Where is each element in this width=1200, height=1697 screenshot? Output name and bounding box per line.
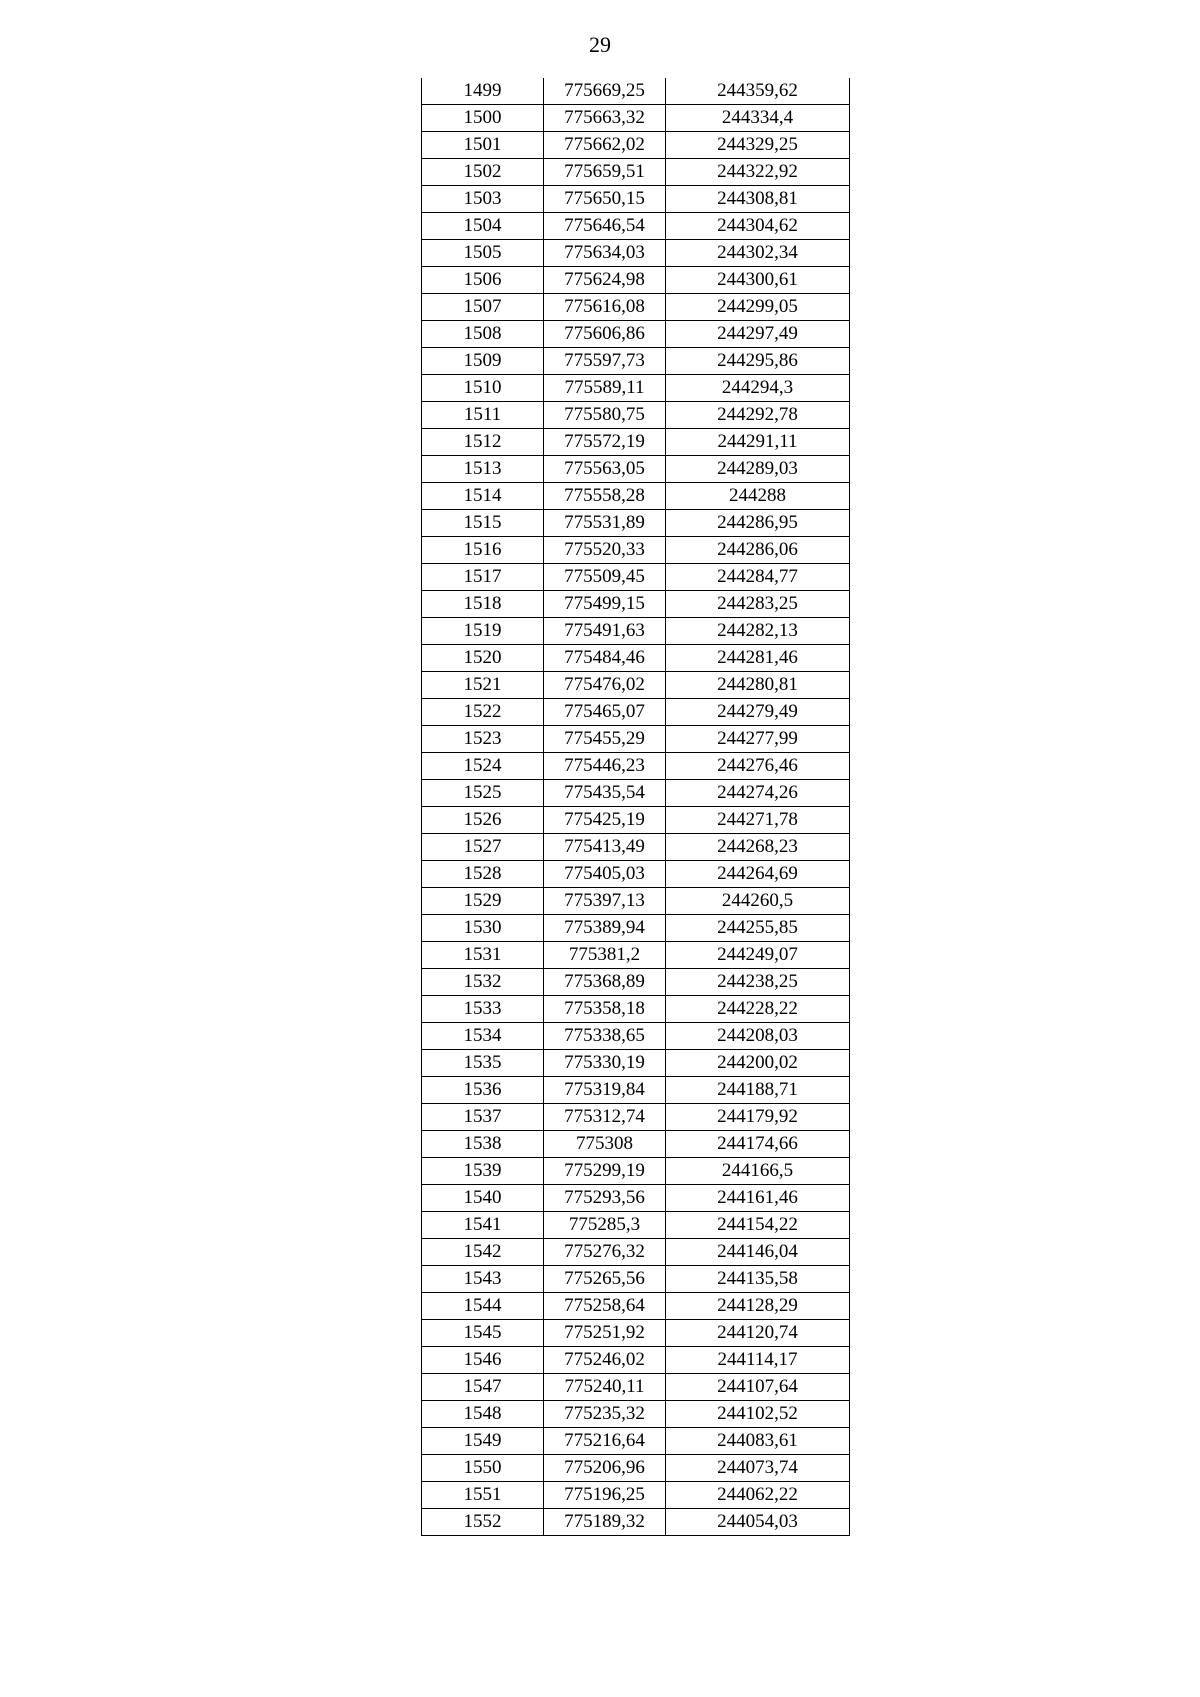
point-number-cell: 1525 <box>422 780 544 807</box>
x-coordinate-cell: 775206,96 <box>544 1455 666 1482</box>
y-coordinate-cell: 244114,17 <box>666 1347 850 1374</box>
y-coordinate-cell: 244308,81 <box>666 186 850 213</box>
table-row <box>422 807 850 834</box>
y-coordinate-cell: 244255,85 <box>666 915 850 942</box>
table-row <box>422 294 850 321</box>
point-number-cell: 1535 <box>422 1050 544 1077</box>
table-row <box>422 726 850 753</box>
y-coordinate-cell: 244288 <box>666 483 850 510</box>
x-coordinate-cell: 775563,05 <box>544 456 666 483</box>
table-row <box>422 672 850 699</box>
table-row <box>422 537 850 564</box>
y-coordinate-cell: 244120,74 <box>666 1320 850 1347</box>
point-number-cell: 1546 <box>422 1347 544 1374</box>
point-number-cell: 1527 <box>422 834 544 861</box>
x-coordinate-cell: 775491,63 <box>544 618 666 645</box>
point-number-cell: 1516 <box>422 537 544 564</box>
table-row <box>422 1104 850 1131</box>
coordinates-table-body <box>422 78 850 1536</box>
point-number-cell: 1518 <box>422 591 544 618</box>
table-row <box>422 1401 850 1428</box>
point-number-cell: 1533 <box>422 996 544 1023</box>
x-coordinate-cell: 775308 <box>544 1131 666 1158</box>
table-row <box>422 1077 850 1104</box>
y-coordinate-cell: 244322,92 <box>666 159 850 186</box>
table-row <box>422 645 850 672</box>
point-number-cell: 1499 <box>422 78 544 105</box>
x-coordinate-cell: 775240,11 <box>544 1374 666 1401</box>
y-coordinate-cell: 244107,64 <box>666 1374 850 1401</box>
y-coordinate-cell: 244274,26 <box>666 780 850 807</box>
table-row <box>422 699 850 726</box>
table-row <box>422 861 850 888</box>
point-number-cell: 1523 <box>422 726 544 753</box>
y-coordinate-cell: 244128,29 <box>666 1293 850 1320</box>
y-coordinate-cell: 244271,78 <box>666 807 850 834</box>
point-number-cell: 1526 <box>422 807 544 834</box>
table-row <box>422 402 850 429</box>
table-row <box>422 1185 850 1212</box>
y-coordinate-cell: 244154,22 <box>666 1212 850 1239</box>
y-coordinate-cell: 244260,5 <box>666 888 850 915</box>
x-coordinate-cell: 775246,02 <box>544 1347 666 1374</box>
x-coordinate-cell: 775509,45 <box>544 564 666 591</box>
y-coordinate-cell: 244359,62 <box>666 78 850 105</box>
x-coordinate-cell: 775397,13 <box>544 888 666 915</box>
point-number-cell: 1545 <box>422 1320 544 1347</box>
point-number-cell: 1514 <box>422 483 544 510</box>
x-coordinate-cell: 775265,56 <box>544 1266 666 1293</box>
y-coordinate-cell: 244208,03 <box>666 1023 850 1050</box>
x-coordinate-cell: 775368,89 <box>544 969 666 996</box>
y-coordinate-cell: 244286,95 <box>666 510 850 537</box>
x-coordinate-cell: 775285,3 <box>544 1212 666 1239</box>
y-coordinate-cell: 244295,86 <box>666 348 850 375</box>
x-coordinate-cell: 775435,54 <box>544 780 666 807</box>
point-number-cell: 1550 <box>422 1455 544 1482</box>
y-coordinate-cell: 244302,34 <box>666 240 850 267</box>
table-row <box>422 1455 850 1482</box>
y-coordinate-cell: 244188,71 <box>666 1077 850 1104</box>
y-coordinate-cell: 244146,04 <box>666 1239 850 1266</box>
point-number-cell: 1520 <box>422 645 544 672</box>
y-coordinate-cell: 244289,03 <box>666 456 850 483</box>
x-coordinate-cell: 775589,11 <box>544 375 666 402</box>
x-coordinate-cell: 775662,02 <box>544 132 666 159</box>
table-row <box>422 1239 850 1266</box>
table-row <box>422 483 850 510</box>
point-number-cell: 1531 <box>422 942 544 969</box>
y-coordinate-cell: 244294,3 <box>666 375 850 402</box>
point-number-cell: 1503 <box>422 186 544 213</box>
table-row <box>422 780 850 807</box>
x-coordinate-cell: 775650,15 <box>544 186 666 213</box>
point-number-cell: 1515 <box>422 510 544 537</box>
table-row <box>422 429 850 456</box>
point-number-cell: 1530 <box>422 915 544 942</box>
y-coordinate-cell: 244062,22 <box>666 1482 850 1509</box>
x-coordinate-cell: 775446,23 <box>544 753 666 780</box>
point-number-cell: 1524 <box>422 753 544 780</box>
y-coordinate-cell: 244073,74 <box>666 1455 850 1482</box>
x-coordinate-cell: 775312,74 <box>544 1104 666 1131</box>
y-coordinate-cell: 244174,66 <box>666 1131 850 1158</box>
x-coordinate-cell: 775413,49 <box>544 834 666 861</box>
point-number-cell: 1539 <box>422 1158 544 1185</box>
table-row <box>422 996 850 1023</box>
point-number-cell: 1536 <box>422 1077 544 1104</box>
point-number-cell: 1519 <box>422 618 544 645</box>
point-number-cell: 1512 <box>422 429 544 456</box>
x-coordinate-cell: 775580,75 <box>544 402 666 429</box>
point-number-cell: 1502 <box>422 159 544 186</box>
table-row <box>422 1212 850 1239</box>
y-coordinate-cell: 244166,5 <box>666 1158 850 1185</box>
table-row <box>422 186 850 213</box>
x-coordinate-cell: 775189,32 <box>544 1509 666 1536</box>
x-coordinate-cell: 775358,18 <box>544 996 666 1023</box>
table-row <box>422 348 850 375</box>
table-row <box>422 1509 850 1536</box>
point-number-cell: 1532 <box>422 969 544 996</box>
y-coordinate-cell: 244228,22 <box>666 996 850 1023</box>
table-row <box>422 753 850 780</box>
y-coordinate-cell: 244277,99 <box>666 726 850 753</box>
y-coordinate-cell: 244161,46 <box>666 1185 850 1212</box>
y-coordinate-cell: 244304,62 <box>666 213 850 240</box>
point-number-cell: 1541 <box>422 1212 544 1239</box>
x-coordinate-cell: 775646,54 <box>544 213 666 240</box>
table-row <box>422 1347 850 1374</box>
point-number-cell: 1537 <box>422 1104 544 1131</box>
table-row <box>422 1158 850 1185</box>
table-row <box>422 618 850 645</box>
x-coordinate-cell: 775616,08 <box>544 294 666 321</box>
table-row <box>422 915 850 942</box>
point-number-cell: 1542 <box>422 1239 544 1266</box>
point-number-cell: 1510 <box>422 375 544 402</box>
point-number-cell: 1544 <box>422 1293 544 1320</box>
point-number-cell: 1513 <box>422 456 544 483</box>
table-row <box>422 1050 850 1077</box>
point-number-cell: 1549 <box>422 1428 544 1455</box>
x-coordinate-cell: 775572,19 <box>544 429 666 456</box>
x-coordinate-cell: 775251,92 <box>544 1320 666 1347</box>
x-coordinate-cell: 775425,19 <box>544 807 666 834</box>
x-coordinate-cell: 775319,84 <box>544 1077 666 1104</box>
point-number-cell: 1505 <box>422 240 544 267</box>
x-coordinate-cell: 775531,89 <box>544 510 666 537</box>
y-coordinate-cell: 244083,61 <box>666 1428 850 1455</box>
y-coordinate-cell: 244179,92 <box>666 1104 850 1131</box>
y-coordinate-cell: 244284,77 <box>666 564 850 591</box>
y-coordinate-cell: 244282,13 <box>666 618 850 645</box>
table-row <box>422 132 850 159</box>
table-row <box>422 1374 850 1401</box>
point-number-cell: 1522 <box>422 699 544 726</box>
coordinates-table <box>421 78 850 1536</box>
table-row <box>422 213 850 240</box>
x-coordinate-cell: 775520,33 <box>544 537 666 564</box>
y-coordinate-cell: 244299,05 <box>666 294 850 321</box>
y-coordinate-cell: 244292,78 <box>666 402 850 429</box>
point-number-cell: 1517 <box>422 564 544 591</box>
y-coordinate-cell: 244054,03 <box>666 1509 850 1536</box>
x-coordinate-cell: 775597,73 <box>544 348 666 375</box>
x-coordinate-cell: 775405,03 <box>544 861 666 888</box>
y-coordinate-cell: 244329,25 <box>666 132 850 159</box>
point-number-cell: 1543 <box>422 1266 544 1293</box>
x-coordinate-cell: 775455,29 <box>544 726 666 753</box>
table-row <box>422 591 850 618</box>
x-coordinate-cell: 775196,25 <box>544 1482 666 1509</box>
point-number-cell: 1547 <box>422 1374 544 1401</box>
x-coordinate-cell: 775330,19 <box>544 1050 666 1077</box>
x-coordinate-cell: 775558,28 <box>544 483 666 510</box>
point-number-cell: 1551 <box>422 1482 544 1509</box>
point-number-cell: 1507 <box>422 294 544 321</box>
y-coordinate-cell: 244300,61 <box>666 267 850 294</box>
table-row <box>422 510 850 537</box>
y-coordinate-cell: 244281,46 <box>666 645 850 672</box>
y-coordinate-cell: 244238,25 <box>666 969 850 996</box>
y-coordinate-cell: 244276,46 <box>666 753 850 780</box>
y-coordinate-cell: 244102,52 <box>666 1401 850 1428</box>
y-coordinate-cell: 244200,02 <box>666 1050 850 1077</box>
x-coordinate-cell: 775476,02 <box>544 672 666 699</box>
x-coordinate-cell: 775499,15 <box>544 591 666 618</box>
x-coordinate-cell: 775663,32 <box>544 105 666 132</box>
table-row <box>422 1293 850 1320</box>
table-row <box>422 834 850 861</box>
table-row <box>422 888 850 915</box>
table-row <box>422 969 850 996</box>
point-number-cell: 1511 <box>422 402 544 429</box>
table-row <box>422 105 850 132</box>
point-number-cell: 1521 <box>422 672 544 699</box>
page-number: 29 <box>589 32 611 57</box>
point-number-cell: 1501 <box>422 132 544 159</box>
table-row <box>422 240 850 267</box>
point-number-cell: 1528 <box>422 861 544 888</box>
x-coordinate-cell: 775624,98 <box>544 267 666 294</box>
point-number-cell: 1552 <box>422 1509 544 1536</box>
table-row <box>422 1266 850 1293</box>
table-row <box>422 456 850 483</box>
point-number-cell: 1508 <box>422 321 544 348</box>
point-number-cell: 1534 <box>422 1023 544 1050</box>
y-coordinate-cell: 244249,07 <box>666 942 850 969</box>
y-coordinate-cell: 244268,23 <box>666 834 850 861</box>
x-coordinate-cell: 775634,03 <box>544 240 666 267</box>
x-coordinate-cell: 775659,51 <box>544 159 666 186</box>
x-coordinate-cell: 775669,25 <box>544 78 666 105</box>
point-number-cell: 1506 <box>422 267 544 294</box>
x-coordinate-cell: 775389,94 <box>544 915 666 942</box>
x-coordinate-cell: 775299,19 <box>544 1158 666 1185</box>
table-row <box>422 78 850 105</box>
x-coordinate-cell: 775381,2 <box>544 942 666 969</box>
x-coordinate-cell: 775484,46 <box>544 645 666 672</box>
table-row <box>422 1023 850 1050</box>
y-coordinate-cell: 244280,81 <box>666 672 850 699</box>
table-row <box>422 1131 850 1158</box>
table-row <box>422 564 850 591</box>
point-number-cell: 1500 <box>422 105 544 132</box>
table-row <box>422 1482 850 1509</box>
x-coordinate-cell: 775293,56 <box>544 1185 666 1212</box>
point-number-cell: 1538 <box>422 1131 544 1158</box>
y-coordinate-cell: 244135,58 <box>666 1266 850 1293</box>
x-coordinate-cell: 775338,65 <box>544 1023 666 1050</box>
y-coordinate-cell: 244264,69 <box>666 861 850 888</box>
x-coordinate-cell: 775465,07 <box>544 699 666 726</box>
table-row <box>422 942 850 969</box>
point-number-cell: 1548 <box>422 1401 544 1428</box>
y-coordinate-cell: 244297,49 <box>666 321 850 348</box>
x-coordinate-cell: 775276,32 <box>544 1239 666 1266</box>
y-coordinate-cell: 244283,25 <box>666 591 850 618</box>
y-coordinate-cell: 244286,06 <box>666 537 850 564</box>
x-coordinate-cell: 775606,86 <box>544 321 666 348</box>
y-coordinate-cell: 244291,11 <box>666 429 850 456</box>
y-coordinate-cell: 244279,49 <box>666 699 850 726</box>
table-row <box>422 1428 850 1455</box>
table-row <box>422 159 850 186</box>
y-coordinate-cell: 244334,4 <box>666 105 850 132</box>
table-row <box>422 321 850 348</box>
point-number-cell: 1504 <box>422 213 544 240</box>
x-coordinate-cell: 775258,64 <box>544 1293 666 1320</box>
point-number-cell: 1540 <box>422 1185 544 1212</box>
point-number-cell: 1529 <box>422 888 544 915</box>
table-row <box>422 267 850 294</box>
point-number-cell: 1509 <box>422 348 544 375</box>
table-row <box>422 375 850 402</box>
x-coordinate-cell: 775235,32 <box>544 1401 666 1428</box>
x-coordinate-cell: 775216,64 <box>544 1428 666 1455</box>
table-row <box>422 1320 850 1347</box>
